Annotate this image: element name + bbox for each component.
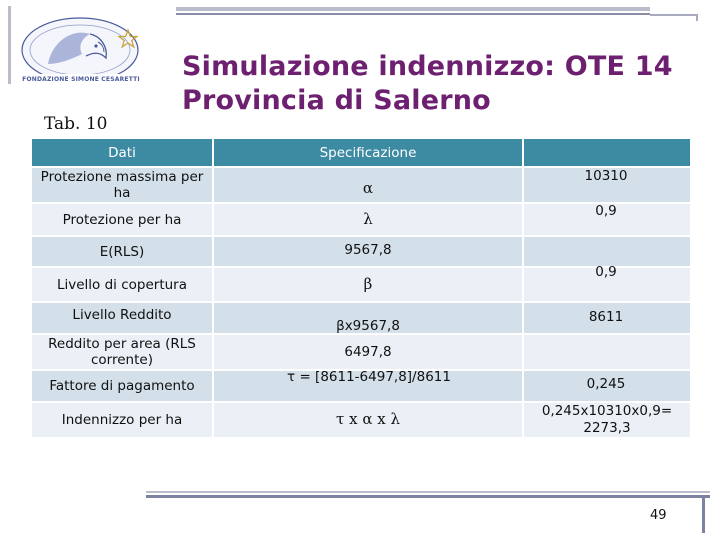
row-5-valore: 8611 — [588, 309, 624, 325]
table-header-dati: Dati — [32, 139, 212, 166]
table-header-valore — [524, 139, 690, 166]
bottom-frame-bar-thick — [146, 495, 710, 498]
row-6-dato: Reddito per area (RLS corrente) — [32, 335, 212, 369]
row-1-valore: 10310 — [584, 168, 628, 184]
row-7-valore: 0,245 — [586, 376, 626, 392]
row-8-spec: τ x α x λ — [336, 410, 400, 428]
row-5-dato: Livello Reddito — [32, 303, 212, 333]
row-2-dato: Protezione per ha — [32, 204, 212, 235]
row-1-spec: α — [362, 179, 374, 197]
top-right-dash — [650, 14, 698, 21]
logo-caption: FONDAZIONE SIMONE CESARETTI — [22, 76, 140, 83]
row-2-valore: 0,9 — [595, 203, 617, 219]
row-8-dato: Indennizzo per ha — [32, 403, 212, 437]
row-3-spec: 9567,8 — [344, 242, 392, 258]
row-4-spec: β — [363, 275, 373, 293]
table-number-label: Tab. 10 — [44, 114, 108, 134]
row-4-valore: 0,9 — [595, 264, 617, 280]
row-7-spec: τ = [8611-6497,8]/8611 — [287, 369, 451, 385]
slide-title — [182, 50, 702, 118]
right-frame-bar — [702, 495, 705, 533]
row-6-spec: 6497,8 — [344, 344, 392, 360]
bottom-frame-bar — [146, 491, 710, 493]
left-frame-bar — [8, 6, 11, 84]
valore-band-6 — [524, 335, 690, 369]
top-frame-bar — [176, 7, 650, 11]
row-3-dato: E(RLS) — [32, 237, 212, 266]
valore-band-3 — [524, 237, 690, 266]
table-header-specificazione: Specificazione — [214, 139, 522, 166]
row-2-spec: λ — [363, 210, 373, 228]
slide-title-line-2: Provincia di Salerno — [182, 85, 491, 116]
row-7-dato: Fattore di pagamento — [32, 371, 212, 401]
row-5-spec: βx9567,8 — [336, 318, 400, 334]
row-8-valore: 0,245x10310x0,9= 2273,3 — [541, 403, 673, 436]
slide-title-line-1: Simulazione indennizzo: OTE 14 — [182, 51, 673, 82]
top-frame-bar-thin — [176, 13, 650, 15]
page-number: 49 — [650, 508, 667, 523]
foundation-logo — [12, 12, 146, 94]
row-1-dato: Protezione massima per ha — [32, 168, 212, 202]
row-4-dato: Livello di copertura — [32, 268, 212, 301]
